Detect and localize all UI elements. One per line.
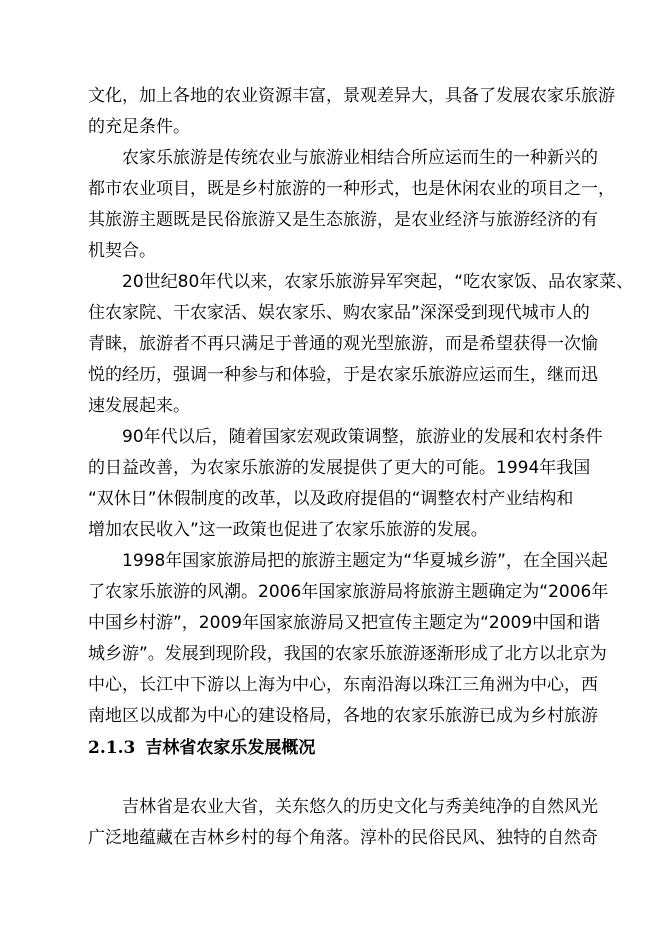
text-line: 其旅游主题既是民俗旅游又是生态旅游，是农业经济与旅游经济的有 (88, 210, 598, 230)
text-line: 了农家乐旅游的风潮。2006年国家旅游局将旅游主题确定为“2006年 (88, 582, 609, 602)
text-line: 中国乡村游”，2009年国家旅游局又把宣传主题定为“2009中国和谐 (88, 613, 601, 633)
paragraph-start: 1998年国家旅游局把的旅游主题定为“华夏城乡游”，在全国兴起 (122, 551, 608, 571)
text-line: 速发展起来。 (88, 396, 190, 416)
text-line: 增加农民收入”这一政策也促进了农家乐旅游的发展。 (88, 520, 488, 540)
text-line: 广泛地蕴藏在吉林乡村的每个角落。淳朴的民俗民风、独特的自然奇 (88, 828, 598, 848)
text-line: 文化，加上各地的农业资源丰富，景观差异大，具备了发展农家乐旅游 (88, 86, 615, 106)
paragraph-start: 90年代以后，随着国家宏观政策调整，旅游业的发展和农村条件 (122, 427, 603, 447)
text-line: 中心，长江中下游以上海为中心，东南沿海以珠江三角洲为中心，西 (88, 675, 598, 695)
text-line: 机契合。 (88, 241, 156, 261)
paragraph-start: 农家乐旅游是传统农业与旅游业相结合所应运而生的一种新兴的 (122, 148, 598, 168)
paragraph-start: 20世纪80年代以来，农家乐旅游异军突起，“吃农家饭、品农家菜、 (122, 272, 634, 292)
text-line: 的充足条件。 (88, 117, 190, 137)
text-line: 的日益改善，为农家乐旅游的发展提供了更大的可能。1994年我国 (88, 458, 591, 478)
section-title: 吉林省农家乐发展概况 (145, 738, 316, 758)
text-line: 都市农业项目，既是乡村旅游的一种形式，也是休闲农业的项目之一， (88, 179, 615, 199)
paragraph-start: 吉林省是农业大省，关东悠久的历史文化与秀美纯净的自然风光 (122, 797, 598, 817)
text-line: 青睐，旅游者不再只满足于普通的观光型旅游，而是希望获得一次愉 (88, 334, 598, 354)
text-line: 住农家院、干农家活、娱农家乐、购农家品”深深受到现代城市人的 (88, 303, 590, 323)
text-line: 城乡游”。发展到现阶段，我国的农家乐旅游逐渐形成了北方以北京为 (88, 644, 607, 664)
text-line: 南地区以成都为中心的建设格局，各地的农家乐旅游已成为乡村旅游 (88, 706, 598, 726)
section-heading (88, 738, 315, 758)
text-line: “双休日”休假制度的改革，以及政府提倡的“调整农村产业结构和 (88, 489, 574, 509)
section-number: 2.1.3 (88, 738, 136, 758)
text-line: 悦的经历，强调一种参与和体验，于是农家乐旅游应运而生，继而迅 (88, 365, 598, 385)
